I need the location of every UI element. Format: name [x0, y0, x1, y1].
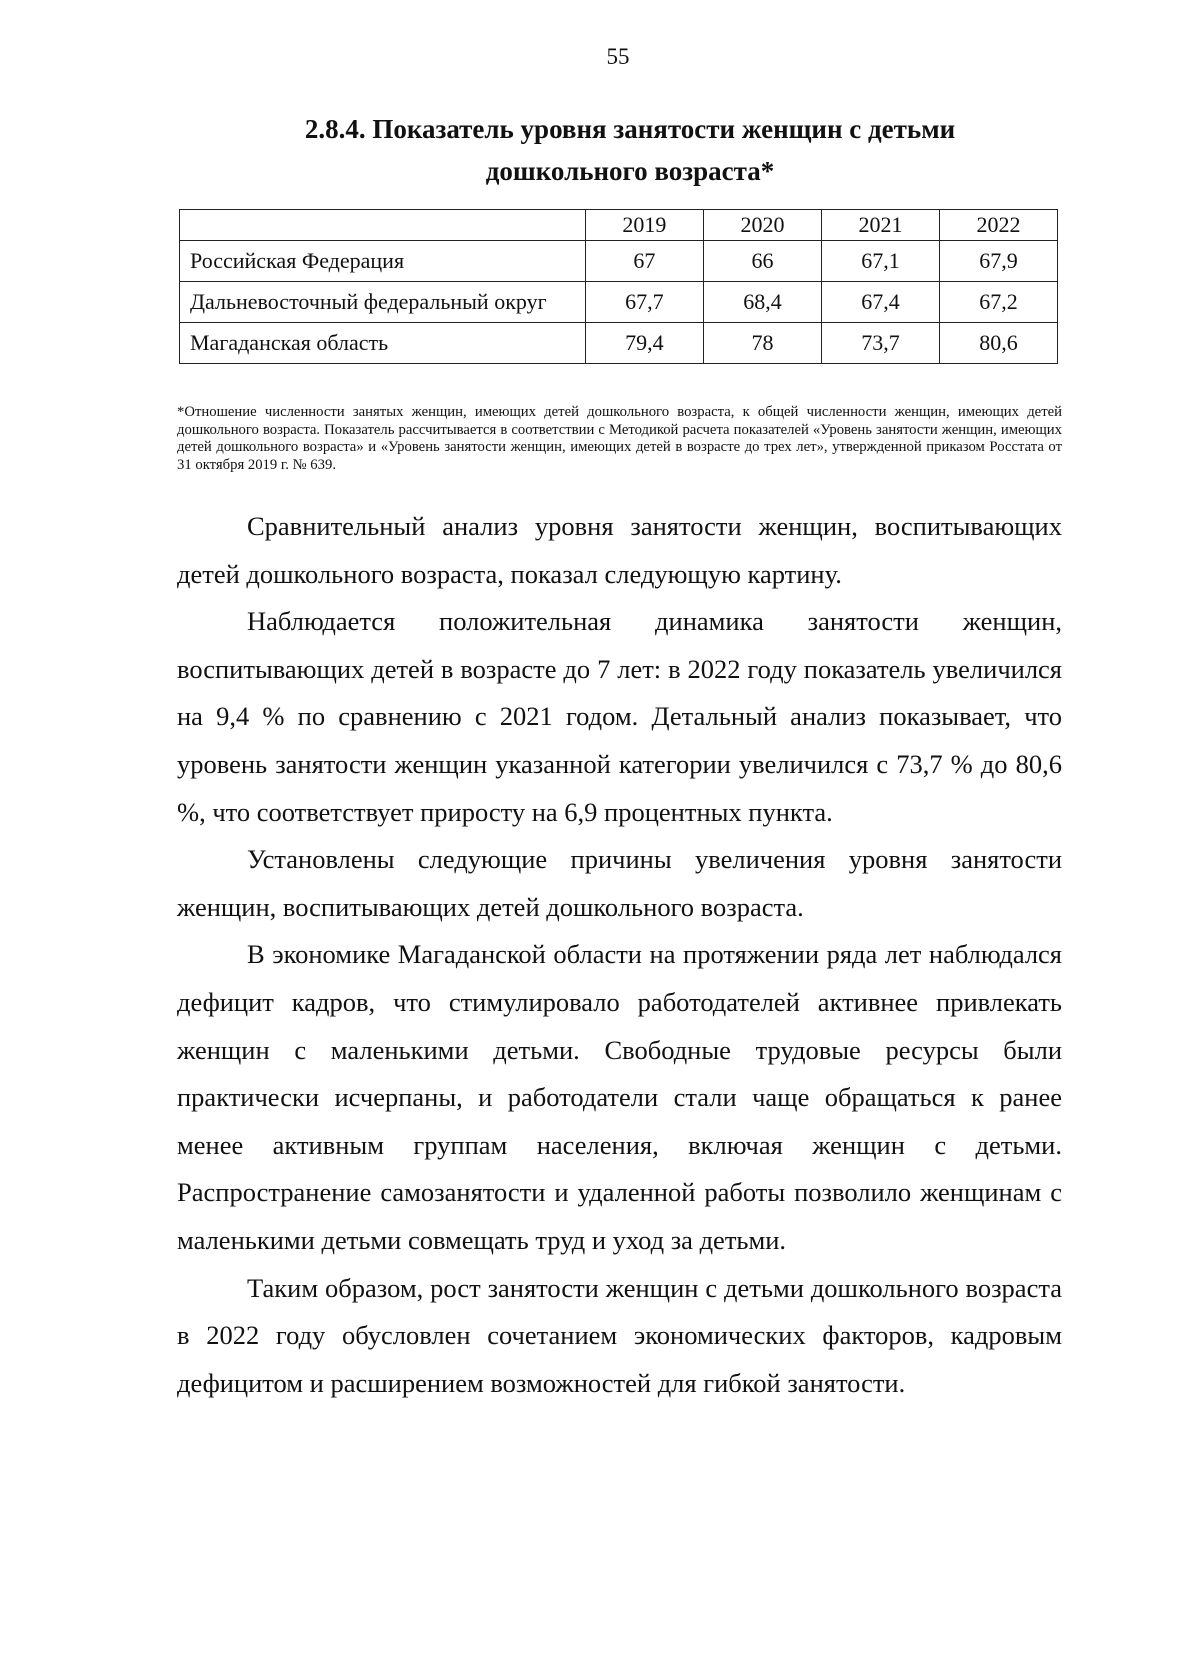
table-cell: 67,9: [939, 241, 1057, 282]
table-cell: 73,7: [821, 323, 939, 364]
table-cell: 79,4: [585, 323, 703, 364]
page-number: 55: [606, 44, 630, 69]
paragraph: Наблюдается положительная динамика занятости женщин, воспитывающих детей в возрасте до 7 лет: в 2022 году показатель увеличился на 9,4 % по сравнению с 2021 годом. Детальный анализ показывает, что уровень занятости женщин указанной категории увеличился с 73,7 % до 80,6 %, что соответствует приросту на 6,9 процентных пункта.: [177, 606, 1062, 827]
table-cell: 67,4: [821, 282, 939, 323]
employment-rate-table: [179, 209, 1058, 364]
row-label: Российская Федерация: [180, 241, 586, 282]
table-header-cell: [180, 210, 586, 241]
table-cell: 68,4: [703, 282, 821, 323]
paragraph: Сравнительный анализ уровня занятости женщин, воспитывающих детей дошкольного возраста, показал следующую картину.: [177, 511, 1062, 589]
body-text: [177, 503, 1062, 1407]
paragraph: Установлены следующие причины увеличения уровня занятости женщин, воспитывающих детей дошкольного возраста.: [177, 844, 1062, 922]
table-cell: 67,2: [939, 282, 1057, 323]
row-label: Магаданская область: [180, 323, 586, 364]
section-heading: [240, 108, 1020, 192]
table-cell: 67: [585, 241, 703, 282]
table-cell: 78: [703, 323, 821, 364]
row-label: Дальневосточный федеральный округ: [180, 282, 586, 323]
table-row: [180, 323, 1058, 364]
paragraph: В экономике Магаданской области на протяжении ряда лет наблюдался дефицит кадров, что стимулировало работодателей активнее привлекать женщин с маленькими детьми. Свободные трудовые ресурсы были практически исчерпаны, и работодатели стали чаще обращаться к ранее менее активным группам населения, включая женщин с детьми. Распространение самозанятости и удаленной работы позволило женщинам с маленькими детьми совмещать труд и уход за детьми.: [177, 939, 1062, 1255]
section-heading-line-1: 2.8.4. Показатель уровня занятости женщин с детьми: [304, 114, 956, 144]
paragraph: Таким образом, рост занятости женщин с детьми дошкольного возраста в 2022 году обусловлен сочетанием экономических факторов, кадровым дефицитом и расширением возможностей для гибкой занятости.: [177, 1272, 1062, 1398]
table-header-cell: 2020: [703, 210, 821, 241]
table-row: [180, 241, 1058, 282]
table-header-row: [180, 210, 1058, 241]
table-row: [180, 282, 1058, 323]
table-header-cell: 2021: [821, 210, 939, 241]
table-cell: 66: [703, 241, 821, 282]
table-footnote: *Отношение численности занятых женщин, имеющих детей дошкольного возраста, к общей численности женщин, имеющих детей дошкольного возраста. Показатель рассчитывается в соответствии с Методикой расчета показателей «Уровень занятости женщин, имеющих детей дошкольного возраста» и «Уровень занятости женщин, имеющих детей в возрасте до трех лет», утвержденной приказом Росстата от 31 октября 2019 г. № 639.: [177, 404, 1062, 473]
section-heading-line-2: дошкольного возраста*: [485, 156, 775, 186]
table-header-cell: 2019: [585, 210, 703, 241]
table-cell: 67,7: [585, 282, 703, 323]
table-cell: 67,1: [821, 241, 939, 282]
table-header-cell: 2022: [939, 210, 1057, 241]
table-cell: 80,6: [939, 323, 1057, 364]
